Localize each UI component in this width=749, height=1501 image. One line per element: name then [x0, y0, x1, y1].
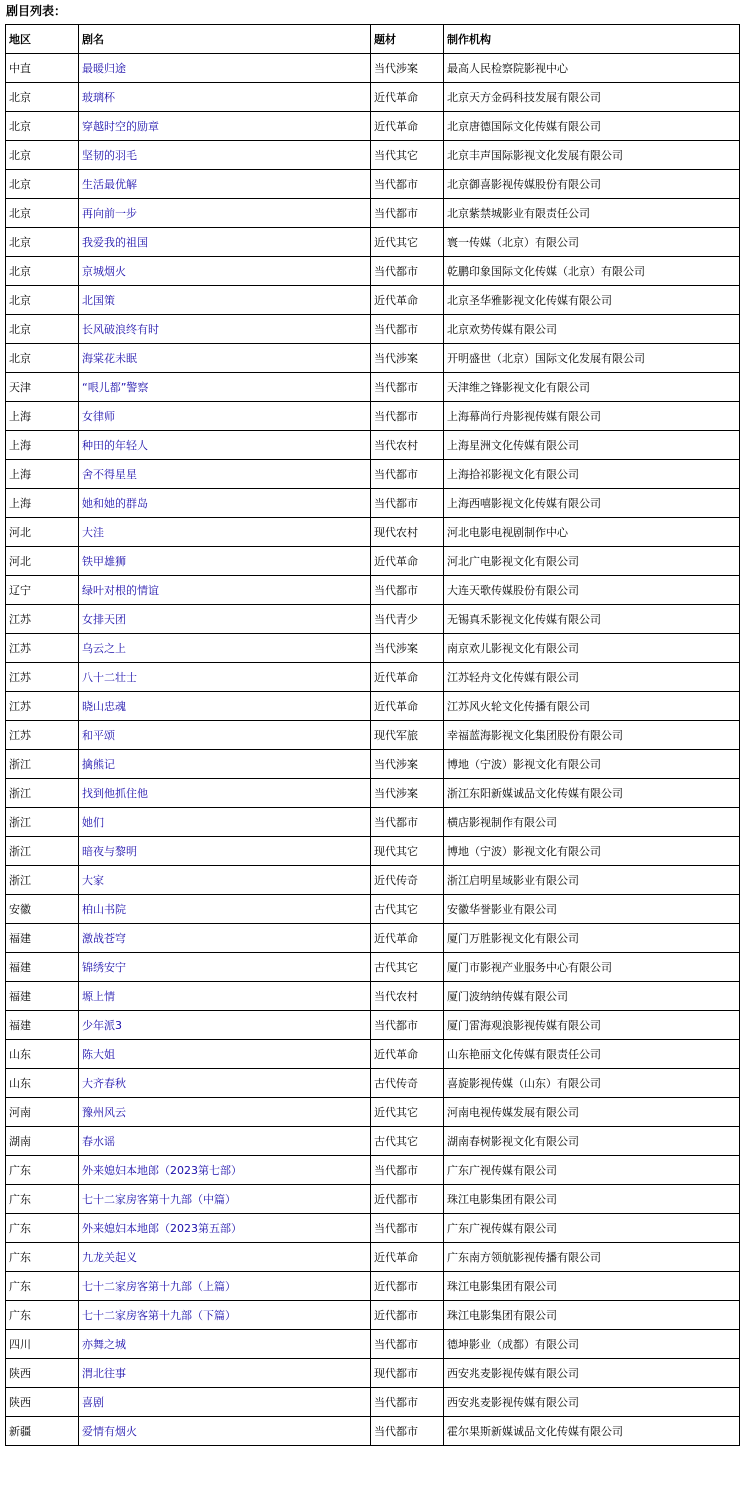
region-cell: 山东 — [6, 1069, 79, 1098]
table-row — [6, 141, 740, 170]
title-cell — [79, 750, 371, 779]
genre-cell: 当代都市 — [371, 489, 444, 518]
producer-cell: 寰一传媒（北京）有限公司 — [444, 228, 740, 257]
drama-title-link[interactable]: 最暖归途 — [82, 62, 126, 75]
table-row — [6, 547, 740, 576]
table-row — [6, 431, 740, 460]
genre-cell: 当代都市 — [371, 315, 444, 344]
genre-cell: 近代革命 — [371, 286, 444, 315]
drama-list-table — [5, 24, 740, 1446]
title-cell — [79, 257, 371, 286]
drama-title-link[interactable]: 晓山忠魂 — [82, 700, 126, 713]
genre-cell: 近代传奇 — [371, 866, 444, 895]
drama-title-link[interactable]: “哏儿都”警察 — [82, 381, 149, 394]
title-cell — [79, 170, 371, 199]
region-cell: 江苏 — [6, 663, 79, 692]
genre-cell: 现代军旅 — [371, 721, 444, 750]
drama-title-link[interactable]: 外来媳妇本地郎（2023第七部） — [82, 1164, 242, 1177]
producer-cell: 幸福蓝海影视文化集团股份有限公司 — [444, 721, 740, 750]
producer-cell: 北京欢势传媒有限公司 — [444, 315, 740, 344]
drama-title-link[interactable]: 外来媳妇本地郎（2023第五部） — [82, 1222, 242, 1235]
region-cell: 北京 — [6, 344, 79, 373]
producer-cell: 江苏轻舟文化传媒有限公司 — [444, 663, 740, 692]
genre-cell: 近代革命 — [371, 1243, 444, 1272]
genre-cell: 当代都市 — [371, 257, 444, 286]
table-row — [6, 634, 740, 663]
drama-title-link[interactable]: 铁甲雄狮 — [82, 555, 126, 568]
title-cell — [79, 228, 371, 257]
genre-cell: 当代涉案 — [371, 54, 444, 83]
title-cell — [79, 837, 371, 866]
region-cell: 四川 — [6, 1330, 79, 1359]
title-cell — [79, 779, 371, 808]
title-cell — [79, 518, 371, 547]
producer-cell: 开明盛世（北京）国际文化发展有限公司 — [444, 344, 740, 373]
title-cell — [79, 1243, 371, 1272]
producer-cell: 乾鹏印象国际文化传媒（北京）有限公司 — [444, 257, 740, 286]
table-row — [6, 286, 740, 315]
producer-cell: 天津维之锋影视文化有限公司 — [444, 373, 740, 402]
drama-title-link[interactable]: 她们 — [82, 816, 104, 829]
drama-title-link[interactable]: 九龙关起义 — [82, 1251, 137, 1264]
producer-cell: 厦门波纳纳传媒有限公司 — [444, 982, 740, 1011]
header-producer: 制作机构 — [444, 25, 740, 54]
producer-cell: 上海西嘻影视文化传媒有限公司 — [444, 489, 740, 518]
genre-cell: 现代其它 — [371, 837, 444, 866]
producer-cell: 博地（宁波）影视文化有限公司 — [444, 750, 740, 779]
title-cell — [79, 1069, 371, 1098]
producer-cell: 西安兆麦影视传媒有限公司 — [444, 1359, 740, 1388]
genre-cell: 当代都市 — [371, 402, 444, 431]
header-genre: 题材 — [371, 25, 444, 54]
title-cell — [79, 1330, 371, 1359]
genre-cell: 当代都市 — [371, 1388, 444, 1417]
region-cell: 陕西 — [6, 1359, 79, 1388]
region-cell: 福建 — [6, 953, 79, 982]
table-row — [6, 808, 740, 837]
region-cell: 浙江 — [6, 808, 79, 837]
drama-title-link[interactable]: 擒熊记 — [82, 758, 115, 771]
title-cell — [79, 605, 371, 634]
table-row — [6, 83, 740, 112]
region-cell: 上海 — [6, 489, 79, 518]
table-row — [6, 373, 740, 402]
region-cell: 河北 — [6, 518, 79, 547]
drama-title-link[interactable]: 坚韧的羽毛 — [82, 149, 137, 162]
title-cell — [79, 1156, 371, 1185]
drama-title-link[interactable]: 找到他抓住他 — [82, 787, 148, 800]
genre-cell: 当代农村 — [371, 431, 444, 460]
region-cell: 广东 — [6, 1214, 79, 1243]
table-row — [6, 1359, 740, 1388]
genre-cell: 当代都市 — [371, 460, 444, 489]
producer-cell: 湖南春树影视文化有限公司 — [444, 1127, 740, 1156]
genre-cell: 当代都市 — [371, 1011, 444, 1040]
producer-cell: 上海星洲文化传媒有限公司 — [444, 431, 740, 460]
title-cell — [79, 663, 371, 692]
producer-cell: 北京唐德国际文化传媒有限公司 — [444, 112, 740, 141]
title-cell — [79, 634, 371, 663]
title-cell — [79, 808, 371, 837]
title-cell — [79, 924, 371, 953]
region-cell: 北京 — [6, 257, 79, 286]
drama-title-link[interactable]: 七十二家房客第十九部（下篇） — [82, 1309, 236, 1322]
table-row — [6, 315, 740, 344]
table-row — [6, 1040, 740, 1069]
title-cell — [79, 83, 371, 112]
table-row — [6, 895, 740, 924]
drama-title-link[interactable]: 渭北往事 — [82, 1367, 126, 1380]
table-row — [6, 721, 740, 750]
region-cell: 广东 — [6, 1243, 79, 1272]
table-row — [6, 1301, 740, 1330]
title-cell — [79, 112, 371, 141]
title-cell — [79, 1011, 371, 1040]
title-cell — [79, 982, 371, 1011]
producer-cell: 河北电影电视剧制作中心 — [444, 518, 740, 547]
drama-title-link[interactable]: 长风破浪终有时 — [82, 323, 159, 336]
region-cell: 北京 — [6, 199, 79, 228]
drama-title-link[interactable]: 暗夜与黎明 — [82, 845, 137, 858]
table-row — [6, 1214, 740, 1243]
table-header-row — [6, 25, 740, 54]
table-row — [6, 1069, 740, 1098]
drama-title-link[interactable]: 她和她的群岛 — [82, 497, 148, 510]
drama-title-link[interactable]: 塬上情 — [82, 990, 115, 1003]
table-row — [6, 576, 740, 605]
region-cell: 新疆 — [6, 1417, 79, 1446]
title-cell — [79, 1359, 371, 1388]
drama-title-link[interactable]: 绿叶对根的情谊 — [82, 584, 159, 597]
title-cell — [79, 1417, 371, 1446]
table-row — [6, 866, 740, 895]
producer-cell: 浙江启明星域影业有限公司 — [444, 866, 740, 895]
drama-title-link[interactable]: 亦舞之城 — [82, 1338, 126, 1351]
genre-cell: 当代其它 — [371, 141, 444, 170]
region-cell: 江苏 — [6, 721, 79, 750]
region-cell: 浙江 — [6, 866, 79, 895]
table-row — [6, 1011, 740, 1040]
drama-title-link[interactable]: 豫州风云 — [82, 1106, 126, 1119]
title-cell — [79, 1214, 371, 1243]
drama-title-link[interactable]: 少年派3 — [82, 1019, 122, 1032]
region-cell: 浙江 — [6, 750, 79, 779]
title-cell — [79, 1098, 371, 1127]
title-cell — [79, 1301, 371, 1330]
drama-title-link[interactable]: 锦绣安宁 — [82, 961, 126, 974]
drama-title-link[interactable]: 和平颂 — [82, 729, 115, 742]
genre-cell: 当代都市 — [371, 170, 444, 199]
region-cell: 广东 — [6, 1156, 79, 1185]
title-cell — [79, 895, 371, 924]
genre-cell: 近代革命 — [371, 924, 444, 953]
drama-title-link[interactable]: 女律师 — [82, 410, 115, 423]
region-cell: 广东 — [6, 1272, 79, 1301]
producer-cell: 厦门万胜影视文化有限公司 — [444, 924, 740, 953]
region-cell: 北京 — [6, 141, 79, 170]
producer-cell: 厦门雷海观浪影视传媒有限公司 — [444, 1011, 740, 1040]
drama-title-link[interactable]: 大洼 — [82, 526, 104, 539]
producer-cell: 厦门市影视产业服务中心有限公司 — [444, 953, 740, 982]
table-row — [6, 779, 740, 808]
table-row — [6, 344, 740, 373]
genre-cell: 当代都市 — [371, 1330, 444, 1359]
producer-cell: 北京圣华雅影视文化传媒有限公司 — [444, 286, 740, 315]
table-row — [6, 257, 740, 286]
title-cell — [79, 1127, 371, 1156]
genre-cell: 近代都市 — [371, 1301, 444, 1330]
region-cell: 安徽 — [6, 895, 79, 924]
genre-cell: 近代革命 — [371, 692, 444, 721]
region-cell: 浙江 — [6, 837, 79, 866]
producer-cell: 河北广电影视文化有限公司 — [444, 547, 740, 576]
table-row — [6, 837, 740, 866]
title-cell — [79, 141, 371, 170]
region-cell: 上海 — [6, 460, 79, 489]
producer-cell: 西安兆麦影视传媒有限公司 — [444, 1388, 740, 1417]
producer-cell: 北京御喜影视传媒股份有限公司 — [444, 170, 740, 199]
genre-cell: 当代青少 — [371, 605, 444, 634]
table-row — [6, 663, 740, 692]
producer-cell: 霍尔果斯新媒诚品文化传媒有限公司 — [444, 1417, 740, 1446]
region-cell: 上海 — [6, 431, 79, 460]
table-row — [6, 953, 740, 982]
title-cell — [79, 1040, 371, 1069]
genre-cell: 当代都市 — [371, 1156, 444, 1185]
producer-cell: 江苏风火轮文化传播有限公司 — [444, 692, 740, 721]
region-cell: 北京 — [6, 112, 79, 141]
table-row — [6, 692, 740, 721]
producer-cell: 广东广视传媒有限公司 — [444, 1156, 740, 1185]
table-row — [6, 1388, 740, 1417]
region-cell: 福建 — [6, 924, 79, 953]
title-cell — [79, 692, 371, 721]
region-cell: 广东 — [6, 1301, 79, 1330]
region-cell: 福建 — [6, 982, 79, 1011]
producer-cell: 北京紫禁城影业有限责任公司 — [444, 199, 740, 228]
header-region: 地区 — [6, 25, 79, 54]
producer-cell: 德坤影业（成都）有限公司 — [444, 1330, 740, 1359]
region-cell: 江苏 — [6, 605, 79, 634]
producer-cell: 广东广视传媒有限公司 — [444, 1214, 740, 1243]
region-cell: 辽宁 — [6, 576, 79, 605]
drama-title-link[interactable]: 再向前一步 — [82, 207, 137, 220]
genre-cell: 当代都市 — [371, 576, 444, 605]
table-row — [6, 750, 740, 779]
genre-cell: 当代都市 — [371, 373, 444, 402]
table-row — [6, 170, 740, 199]
title-cell — [79, 286, 371, 315]
drama-title-link[interactable]: 八十二壮士 — [82, 671, 137, 684]
genre-cell: 近代革命 — [371, 1040, 444, 1069]
title-cell — [79, 431, 371, 460]
page-title: 剧目列表： — [6, 4, 67, 18]
drama-title-link[interactable]: 北国策 — [82, 294, 115, 307]
drama-title-link[interactable]: 生活最优解 — [82, 178, 137, 191]
drama-title-link[interactable]: 海棠花未眠 — [82, 352, 137, 365]
producer-cell: 最高人民检察院影视中心 — [444, 54, 740, 83]
title-cell — [79, 373, 371, 402]
title-cell — [79, 576, 371, 605]
producer-cell: 无锡真禾影视文化传媒有限公司 — [444, 605, 740, 634]
table-row — [6, 1185, 740, 1214]
drama-title-link[interactable]: 激战苍穹 — [82, 932, 126, 945]
genre-cell: 当代都市 — [371, 808, 444, 837]
genre-cell: 现代农村 — [371, 518, 444, 547]
table-row — [6, 1156, 740, 1185]
table-row — [6, 112, 740, 141]
genre-cell: 现代都市 — [371, 1359, 444, 1388]
title-cell — [79, 199, 371, 228]
table-row — [6, 1417, 740, 1446]
table-row — [6, 1243, 740, 1272]
drama-title-link[interactable]: 柏山书院 — [82, 903, 126, 916]
region-cell: 江苏 — [6, 692, 79, 721]
region-cell: 广东 — [6, 1185, 79, 1214]
genre-cell: 近代都市 — [371, 1185, 444, 1214]
drama-title-link[interactable]: 乌云之上 — [82, 642, 126, 655]
table-body — [6, 54, 740, 1446]
genre-cell: 近代其它 — [371, 1098, 444, 1127]
region-cell: 湖南 — [6, 1127, 79, 1156]
region-cell: 河南 — [6, 1098, 79, 1127]
genre-cell: 当代涉案 — [371, 344, 444, 373]
drama-title-link[interactable]: 穿越时空的励章 — [82, 120, 159, 133]
table-row — [6, 924, 740, 953]
producer-cell: 博地（宁波）影视文化有限公司 — [444, 837, 740, 866]
title-cell — [79, 953, 371, 982]
drama-title-link[interactable]: 玻璃杯 — [82, 91, 115, 104]
genre-cell: 古代其它 — [371, 1127, 444, 1156]
producer-cell: 河南电视传媒发展有限公司 — [444, 1098, 740, 1127]
table-row — [6, 518, 740, 547]
region-cell: 北京 — [6, 286, 79, 315]
genre-cell: 当代农村 — [371, 982, 444, 1011]
producer-cell: 上海幕尚行舟影视传媒有限公司 — [444, 402, 740, 431]
genre-cell: 古代传奇 — [371, 1069, 444, 1098]
region-cell: 陕西 — [6, 1388, 79, 1417]
region-cell: 北京 — [6, 83, 79, 112]
region-cell: 山东 — [6, 1040, 79, 1069]
table-row — [6, 228, 740, 257]
title-cell — [79, 1272, 371, 1301]
producer-cell: 安徽华誉影业有限公司 — [444, 895, 740, 924]
genre-cell: 当代涉案 — [371, 750, 444, 779]
genre-cell: 古代其它 — [371, 953, 444, 982]
drama-title-link[interactable]: 七十二家房客第十九部（中篇） — [82, 1193, 236, 1206]
genre-cell: 近代革命 — [371, 663, 444, 692]
region-cell: 河北 — [6, 547, 79, 576]
table-row — [6, 489, 740, 518]
region-cell: 北京 — [6, 170, 79, 199]
table-row — [6, 1098, 740, 1127]
producer-cell: 浙江东阳新媒诚品文化传媒有限公司 — [444, 779, 740, 808]
region-cell: 福建 — [6, 1011, 79, 1040]
drama-title-link[interactable]: 爱情有烟火 — [82, 1425, 137, 1438]
genre-cell: 当代都市 — [371, 1214, 444, 1243]
title-cell — [79, 1185, 371, 1214]
title-cell — [79, 1388, 371, 1417]
table-row — [6, 1272, 740, 1301]
region-cell: 中直 — [6, 54, 79, 83]
region-cell: 天津 — [6, 373, 79, 402]
genre-cell: 当代都市 — [371, 1417, 444, 1446]
producer-cell: 上海拾祁影视文化有限公司 — [444, 460, 740, 489]
producer-cell: 南京欢儿影视文化有限公司 — [444, 634, 740, 663]
region-cell: 上海 — [6, 402, 79, 431]
title-cell — [79, 460, 371, 489]
drama-title-link[interactable]: 七十二家房客第十九部（上篇） — [82, 1280, 236, 1293]
title-cell — [79, 54, 371, 83]
drama-title-link[interactable]: 女排天团 — [82, 613, 126, 626]
table-row — [6, 982, 740, 1011]
genre-cell: 当代涉案 — [371, 634, 444, 663]
drama-title-link[interactable]: 种田的年轻人 — [82, 439, 148, 452]
drama-title-link[interactable]: 陈大姐 — [82, 1048, 115, 1061]
drama-title-link[interactable]: 舍不得星星 — [82, 468, 137, 481]
genre-cell: 近代都市 — [371, 1272, 444, 1301]
table-row — [6, 605, 740, 634]
table-row — [6, 54, 740, 83]
drama-title-link[interactable]: 京城烟火 — [82, 265, 126, 278]
region-cell: 江苏 — [6, 634, 79, 663]
producer-cell: 珠江电影集团有限公司 — [444, 1301, 740, 1330]
genre-cell: 近代革命 — [371, 112, 444, 141]
producer-cell: 横店影视制作有限公司 — [444, 808, 740, 837]
genre-cell: 近代革命 — [371, 547, 444, 576]
genre-cell: 近代革命 — [371, 83, 444, 112]
table-row — [6, 1127, 740, 1156]
producer-cell: 北京天方金码科技发展有限公司 — [444, 83, 740, 112]
producer-cell: 广东南方领航影视传播有限公司 — [444, 1243, 740, 1272]
title-cell — [79, 344, 371, 373]
table-row — [6, 460, 740, 489]
title-cell — [79, 489, 371, 518]
region-cell: 北京 — [6, 315, 79, 344]
genre-cell: 古代其它 — [371, 895, 444, 924]
table-row — [6, 199, 740, 228]
table-row — [6, 402, 740, 431]
title-cell — [79, 315, 371, 344]
producer-cell: 喜旋影视传媒（山东）有限公司 — [444, 1069, 740, 1098]
genre-cell: 当代涉案 — [371, 779, 444, 808]
title-cell — [79, 866, 371, 895]
region-cell: 北京 — [6, 228, 79, 257]
drama-title-link[interactable]: 春水谣 — [82, 1135, 115, 1148]
producer-cell: 北京丰声国际影视文化发展有限公司 — [444, 141, 740, 170]
genre-cell: 近代其它 — [371, 228, 444, 257]
genre-cell: 当代都市 — [371, 199, 444, 228]
table-row — [6, 1330, 740, 1359]
drama-title-link[interactable]: 大家 — [82, 874, 104, 887]
title-cell — [79, 547, 371, 576]
producer-cell: 珠江电影集团有限公司 — [444, 1272, 740, 1301]
drama-title-link[interactable]: 我爱我的祖国 — [82, 236, 148, 249]
drama-title-link[interactable]: 喜剧 — [82, 1396, 104, 1409]
producer-cell: 大连天歌传媒股份有限公司 — [444, 576, 740, 605]
title-cell — [79, 402, 371, 431]
header-title: 剧名 — [79, 25, 371, 54]
producer-cell: 山东艳丽文化传媒有限责任公司 — [444, 1040, 740, 1069]
producer-cell: 珠江电影集团有限公司 — [444, 1185, 740, 1214]
drama-title-link[interactable]: 大齐春秋 — [82, 1077, 126, 1090]
region-cell: 浙江 — [6, 779, 79, 808]
title-cell — [79, 721, 371, 750]
